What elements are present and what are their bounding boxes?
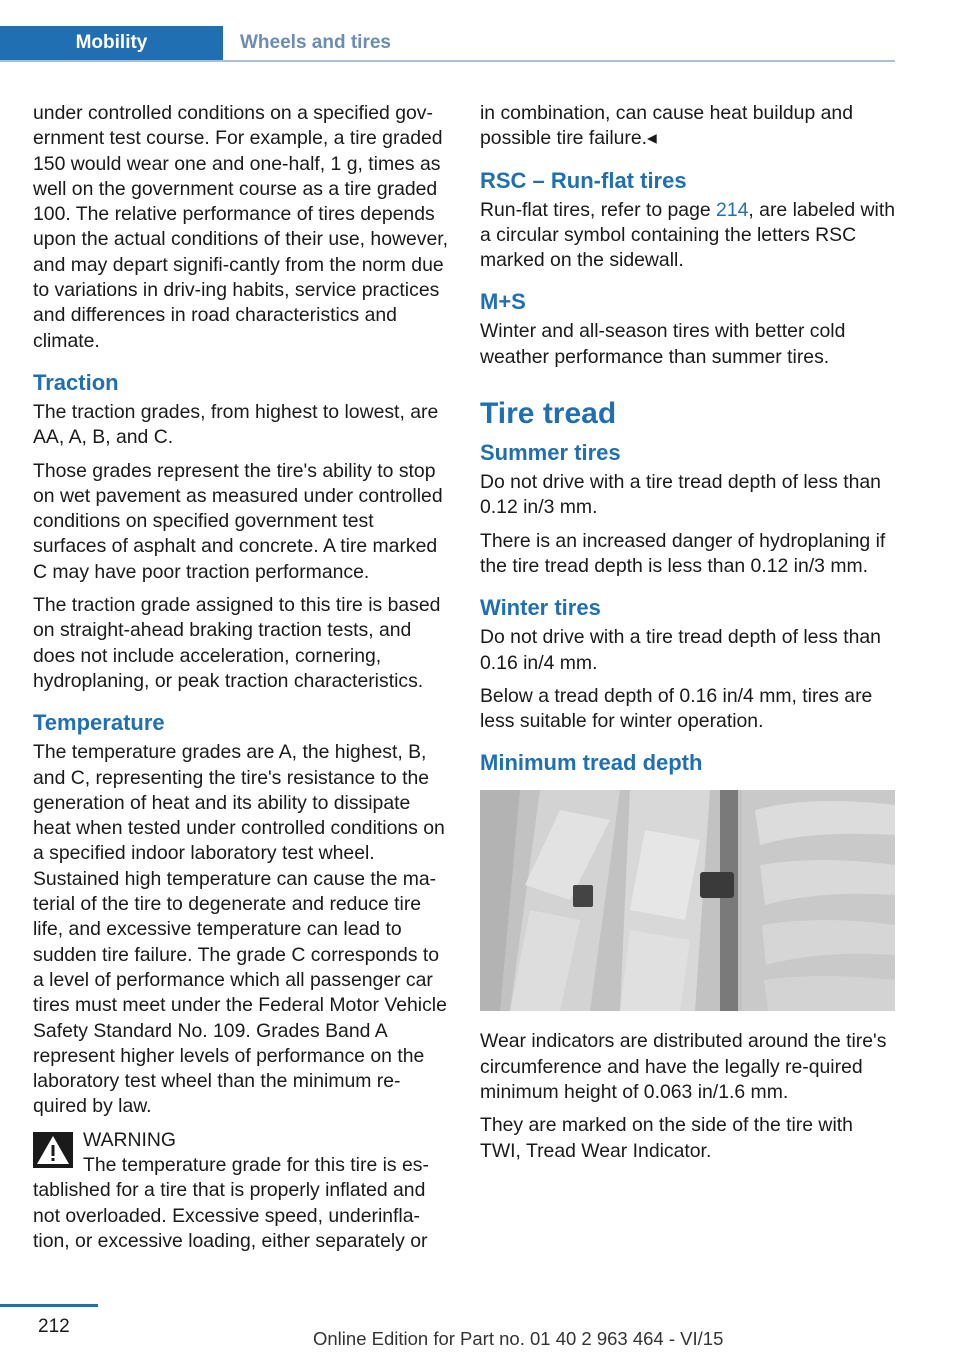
rsc-heading: RSC – Run-flat tires bbox=[480, 167, 687, 193]
traction-heading: Traction bbox=[33, 369, 119, 395]
rsc-text-after: , are labeled with a circular symbol containing the letters RSC marked on the sidewall. bbox=[480, 198, 895, 272]
ms-paragraph: Winter and all-season tires with better cold weather performance than summer tires. bbox=[480, 320, 846, 368]
tread-wear-indicator-illustration bbox=[480, 790, 895, 1011]
tab-wheels-and-tires[interactable]: Wheels and tires bbox=[240, 32, 391, 53]
warning-continuation: in combination, can cause heat buildup and possible tire failure.◂ bbox=[480, 102, 853, 150]
temperature-paragraph: The temperature grades are A, the highest, B, and C, representing the tire's resistance to the generation of heat and its ability to dissipate heat when tested under controlled conditions on a specified indoor laboratory test wheel. Sustained high temperature can cause the ma-terial of the tire to degenerate and reduce tire life, and excessive temperature can lead to sudden tire failure. The grade C corresponds to a level of performance which all passenger car tires must meet under the Federal Motor Vehicle Safety Standard No. 109. Grades Band A represent higher levels of performance on the laboratory test wheel than the minimum re-quired by law. bbox=[33, 741, 447, 1118]
warning-block bbox=[33, 1128, 451, 1254]
warning-body: The temperature grade for this tire is es-tablished for a tire that is properly inflated and not overloaded. Excessive speed, underinfla-tion, or excessive loading, either separately or bbox=[33, 1153, 429, 1252]
page-214-link[interactable]: 214 bbox=[716, 198, 749, 221]
rsc-paragraph bbox=[480, 198, 898, 274]
ms-heading: M+S bbox=[480, 289, 526, 315]
tire-tread-title: Tire tread bbox=[480, 397, 617, 431]
tire-tread-drawing bbox=[480, 790, 895, 1011]
minimum-tread-paragraph-1: Wear indicators are distributed around the tire's circumference and have the legally re-quired minimum height of 0.063 in/1.6 mm. bbox=[480, 1030, 887, 1104]
warning-icon bbox=[33, 1132, 73, 1168]
page-number-rule bbox=[0, 1304, 98, 1307]
summer-paragraph-2: There is an increased danger of hydroplaning if the tire tread depth is less than 0.12 in/3 mm. bbox=[480, 529, 886, 577]
winter-tires-heading: Winter tires bbox=[480, 595, 601, 621]
winter-paragraph-2: Below a tread depth of 0.16 in/4 mm, tires are less suitable for winter operation. bbox=[480, 684, 873, 733]
left-column bbox=[33, 101, 451, 1262]
header-divider bbox=[0, 60, 895, 62]
tab-mobility[interactable]: Mobility bbox=[0, 26, 223, 60]
winter-paragraph-1: Do not drive with a tire tread depth of less than 0.16 in/4 mm. bbox=[480, 626, 881, 674]
minimum-tread-depth-heading: Minimum tread depth bbox=[480, 750, 703, 776]
page-number: 212 bbox=[38, 1316, 70, 1337]
section-tabbar bbox=[0, 26, 895, 62]
traction-paragraph-2: Those grades represent the tire's ability to stop on wet pavement as measured under controlled conditions on specified government test surfaces of asphalt and concrete. A tire marked C may have poor traction performance. bbox=[33, 459, 443, 583]
warning-title: WARNING bbox=[83, 1128, 176, 1151]
rsc-text-before: Run-flat tires, refer to page bbox=[480, 198, 717, 221]
edition-footer: Online Edition for Part no. 01 40 2 963 464 - VI/15 bbox=[313, 1328, 724, 1349]
summer-tires-heading: Summer tires bbox=[480, 440, 621, 466]
temperature-heading: Temperature bbox=[33, 710, 165, 736]
summer-paragraph-1: Do not drive with a tire tread depth of less than 0.12 in/3 mm. bbox=[480, 471, 881, 519]
minimum-tread-paragraph-2: They are marked on the side of the tire with TWI, Tread Wear Indicator. bbox=[480, 1114, 853, 1162]
traction-paragraph-3: The traction grade assigned to this tire is based on straight-ahead braking traction tests, and does not include acceleration, cornering, hydroplaning, or peak traction characteristics. bbox=[33, 594, 441, 692]
right-column bbox=[480, 101, 898, 1172]
traction-paragraph-1: The traction grades, from highest to lowest, are AA, A, B, and C. bbox=[33, 400, 439, 449]
intro-paragraph: under controlled conditions on a specified gov-ernment test course. For example, a tire graded 150 would wear one and one-half, 1 g, times as well on the government course as a tire graded 100. The relative performance of tires depends upon the actual conditions of their use, however, and may depart signifi-cantly from the norm due to variations in driv-ing habits, service practices and differences in road characteristics and climate. bbox=[33, 102, 449, 352]
